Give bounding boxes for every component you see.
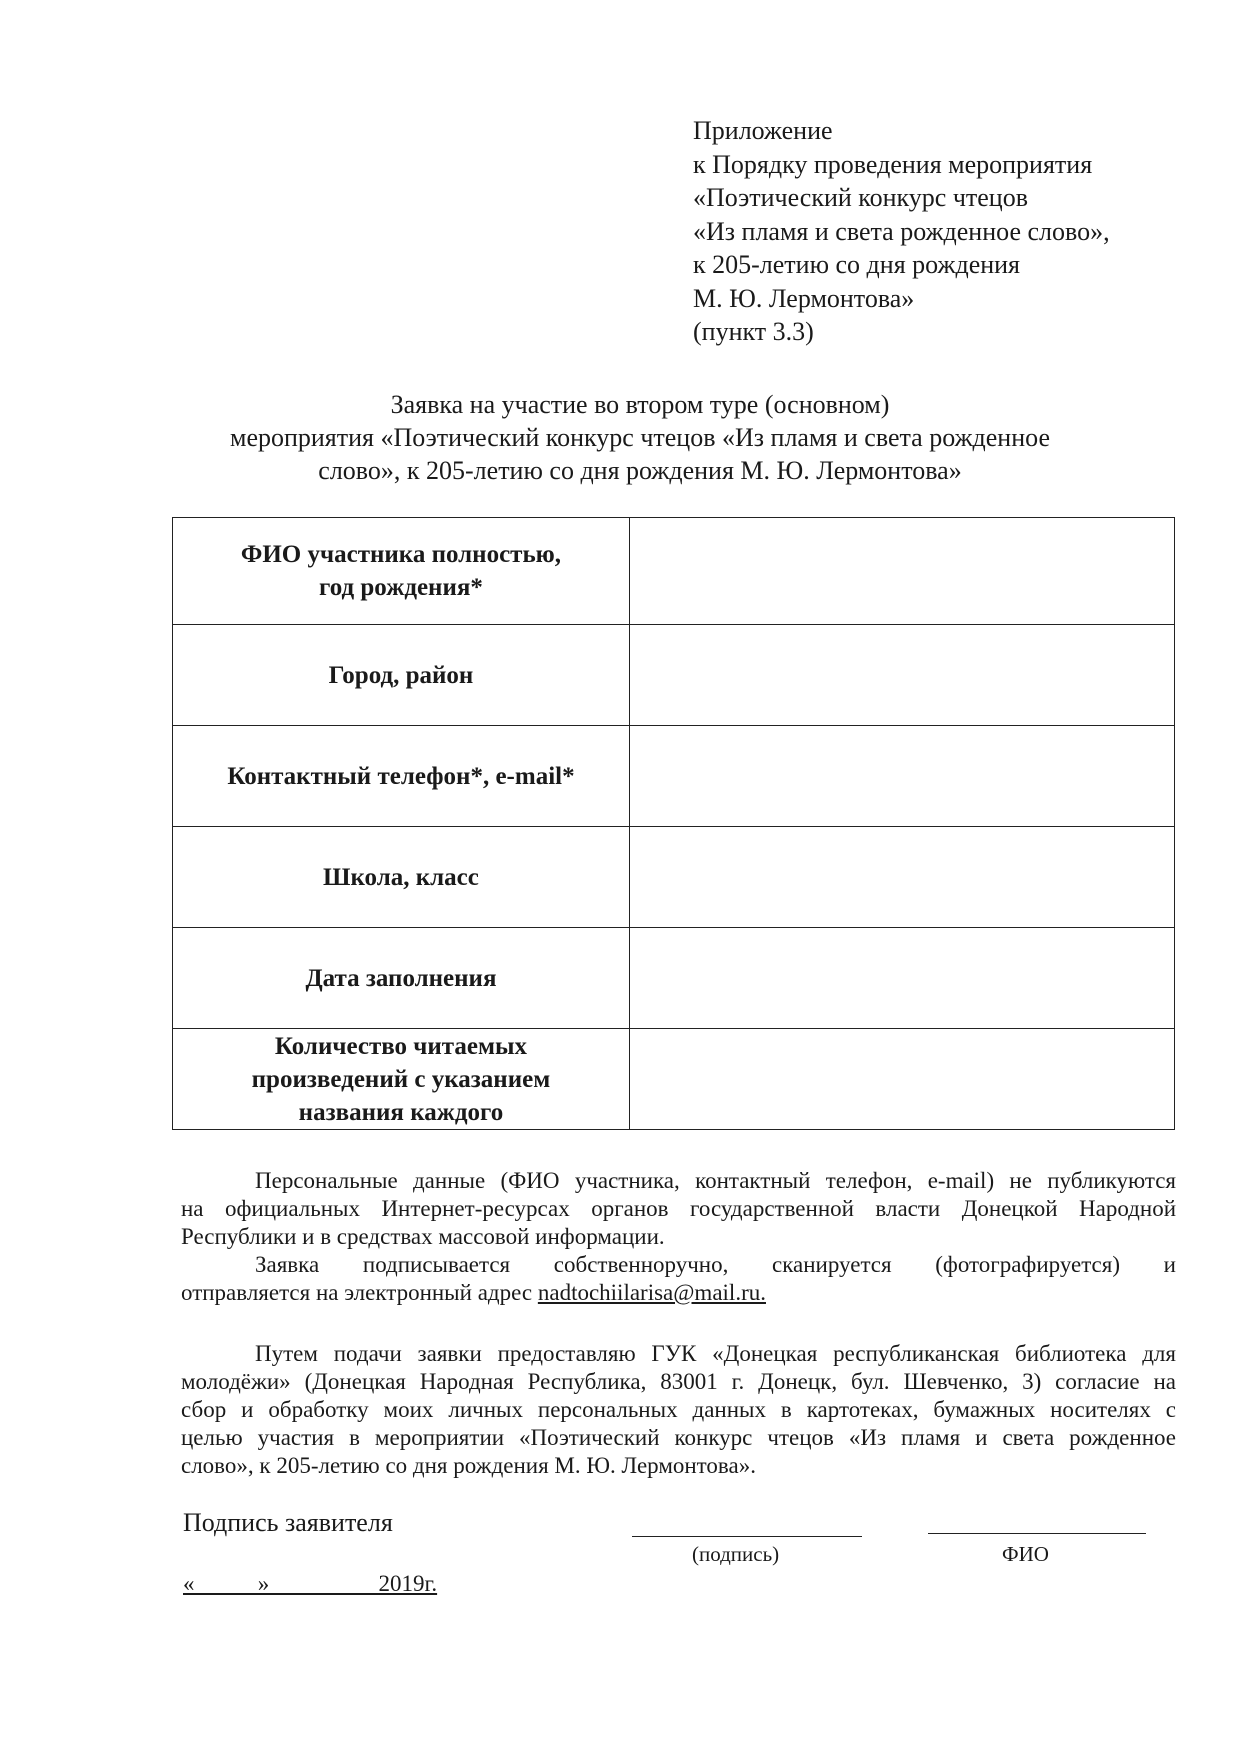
name-line[interactable] [928,1533,1146,1534]
consent-line: целью участия в мероприятии «Поэтический конкурс чтецов «Из пламя и света рожденное [181,1425,1176,1450]
privacy-notice [181,1167,1176,1307]
appendix-line: «Поэтический конкурс чтецов [693,183,1028,212]
appendix-line: (пункт 3.3) [693,317,814,346]
document-title [150,388,1130,487]
email-link[interactable]: nadtochiilarisa@mail.ru. [537,1280,766,1305]
form-row-contacts [173,726,1175,827]
notice-line: на официальных Интернет-ресурсах органов государственной власти Донецкой Народной [181,1196,1176,1221]
signature-label: Подпись заявителя [183,1508,393,1537]
form-row-school [173,827,1175,928]
notice-line: Республики и в средствах массовой информации. [181,1224,665,1249]
name-caption: ФИО [1002,1542,1049,1566]
form-value-cell[interactable] [629,1029,1174,1130]
form-value-cell[interactable] [629,518,1174,625]
form-value-cell[interactable] [629,625,1174,726]
appendix-line: «Из пламя и света рожденное слово», [693,216,1110,246]
consent-line: слово», к 205-летию со дня рождения М. Ю. Лермонтова». [181,1453,756,1478]
signature-caption: (подпись) [692,1542,780,1566]
form-label-line: ФИО участника полностью, [240,541,562,568]
form-row-date [173,928,1175,1029]
appendix-line: к 205-летию со дня рождения [693,250,1021,279]
form-label-line: Контактный телефон*, e-mail* [227,762,575,790]
form-label [173,518,630,625]
consent-line: Путем подачи заявки предоставляю ГУК «Донецкая республиканская библиотека для [255,1341,1176,1366]
appendix-line: М. Ю. Лермонтова» [693,283,915,313]
form-row-full-name [173,518,1175,625]
appendix-line: Приложение [693,116,833,145]
form-row-works [173,1029,1175,1130]
appendix-header [693,114,1110,349]
form-label [173,1029,630,1130]
form-label-line: Дата заполнения [305,964,497,992]
form-label-line: Город, район [328,661,474,689]
form-label [173,928,630,1029]
form-label-line: произведений с указанием [251,1065,551,1093]
appendix-line: к Порядку проведения мероприятия [693,149,1093,179]
notice-line: Заявка подписывается собственноручно, сканируется (фотографируется) и [255,1252,1176,1277]
form-row-city [173,625,1175,726]
form-label-line: Школа, класс [323,863,479,891]
title-line: мероприятия «Поэтический конкурс чтецов «Из пламя и света рожденное [229,423,1050,452]
form-label-line: названия каждого [298,1098,504,1126]
form-label [173,625,630,726]
form-label-line: год рождения* [319,574,483,601]
notice-text: отправляется на электронный адрес [181,1280,538,1305]
notice-line [181,1279,1176,1307]
title-line: Заявка на участие во втором туре (основном) [390,390,890,419]
application-form-table [172,517,1175,1130]
consent-line: сбор и обработку моих личных персональных данных в картотеках, бумажных носителях с [181,1397,1176,1422]
form-label [173,827,630,928]
title-line: слово», к 205-летию со дня рождения М. Ю. Лермонтова» [318,456,962,485]
consent-paragraph [181,1340,1176,1480]
form-value-cell[interactable] [629,928,1174,1029]
form-label [173,726,630,827]
form-label-line: Количество читаемых [274,1032,528,1060]
form-value-cell[interactable] [629,827,1174,928]
signature-line[interactable] [632,1536,862,1537]
consent-line: молодёжи» (Донецкая Народная Республика, 83001 г. Донецк, бул. Шевченко, 3) согласие на [181,1369,1176,1394]
form-value-cell[interactable] [629,726,1174,827]
date-field[interactable]: « » 2019г. [183,1571,438,1596]
notice-line: Персональные данные (ФИО участника, контактный телефон, e-mail) не публикуются [255,1168,1176,1193]
